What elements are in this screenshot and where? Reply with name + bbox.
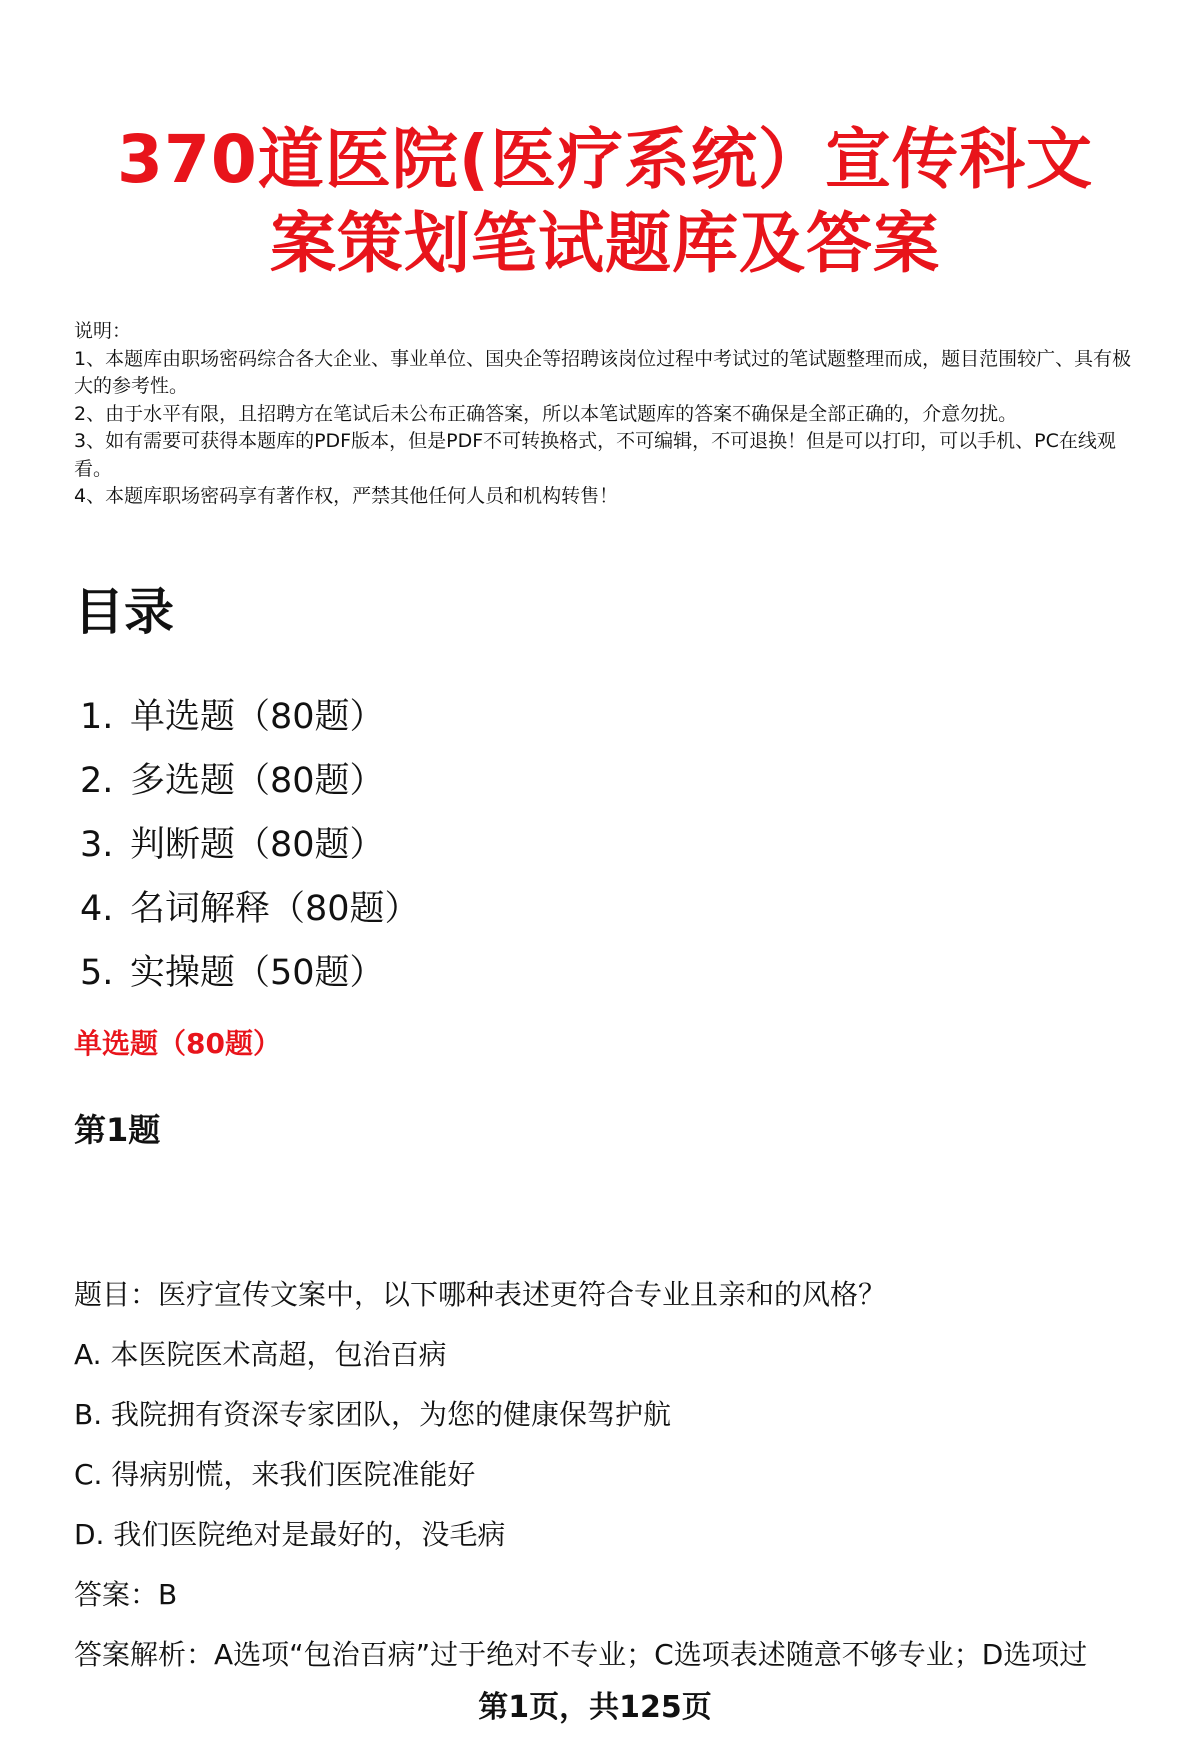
question-number: 第1题 [74, 1111, 161, 1149]
toc-list [80, 685, 420, 1005]
toc-item-number: 3. [80, 825, 114, 865]
note-item-4: 4、本题库职场密码享有著作权，严禁其他任何人员和机构转售！ [74, 485, 619, 507]
toc-item-label: 实操题（50题） [130, 953, 385, 993]
question-stem: 题目：医疗宣传文案中，以下哪种表述更符合专业且亲和的风格？ [74, 1278, 887, 1311]
section-label: 单选题（80题） [74, 1027, 281, 1060]
notes-block [74, 318, 1134, 511]
toc-item-number: 4. [80, 889, 114, 929]
option-c: C. 得病别慌，来我们医院准能好 [74, 1458, 476, 1491]
answer: 答案：B [74, 1578, 178, 1611]
toc-item[interactable] [80, 813, 420, 877]
document-title: 370道医院(医疗系统）宣传科文案策划笔试题库及答案 [117, 121, 1093, 282]
note-item-3: 3、如有需要可获得本题库的PDF版本，但是PDF不可转换格式，不可编辑，不可退换！但是可以打印，可以手机、PC在线观看。 [74, 430, 1116, 480]
toc-item-number: 2. [80, 761, 114, 801]
option-b: B. 我院拥有资深专家团队，为您的健康保驾护航 [74, 1398, 672, 1431]
question-block [74, 1265, 1154, 1685]
answer-analysis: 答案解析：A选项“包治百病”过于绝对不专业；C选项表述随意不够专业；D选项过 [74, 1638, 1088, 1671]
toc-item-label: 单选题（80题） [130, 697, 385, 737]
toc-item-label: 判断题（80题） [130, 825, 385, 865]
note-item-1: 1、本题库由职场密码综合各大企业、事业单位、国央企等招聘该岗位过程中考试过的笔试题整理而成，题目范围较广、具有极大的参考性。 [74, 347, 1132, 397]
toc-item[interactable] [80, 749, 420, 813]
toc-item-number: 1. [80, 697, 114, 737]
toc-item[interactable] [80, 941, 420, 1005]
toc-item[interactable] [80, 685, 420, 749]
notes-heading: 说明： [74, 320, 132, 342]
toc-item[interactable] [80, 877, 420, 941]
option-d: D. 我们医院绝对是最好的，没毛病 [74, 1518, 506, 1551]
page-number: 第1页，共125页 [478, 1690, 712, 1725]
toc-item-number: 5. [80, 953, 114, 993]
option-a: A. 本医院医术高超，包治百病 [74, 1338, 447, 1371]
note-item-2: 2、由于水平有限，且招聘方在笔试后未公布正确答案，所以本笔试题库的答案不确保是全部正确的，介意勿扰。 [74, 402, 1018, 425]
toc-item-label: 名词解释（80题） [130, 889, 420, 929]
toc-heading: 目录 [74, 583, 174, 641]
toc-item-label: 多选题（80题） [130, 761, 385, 801]
